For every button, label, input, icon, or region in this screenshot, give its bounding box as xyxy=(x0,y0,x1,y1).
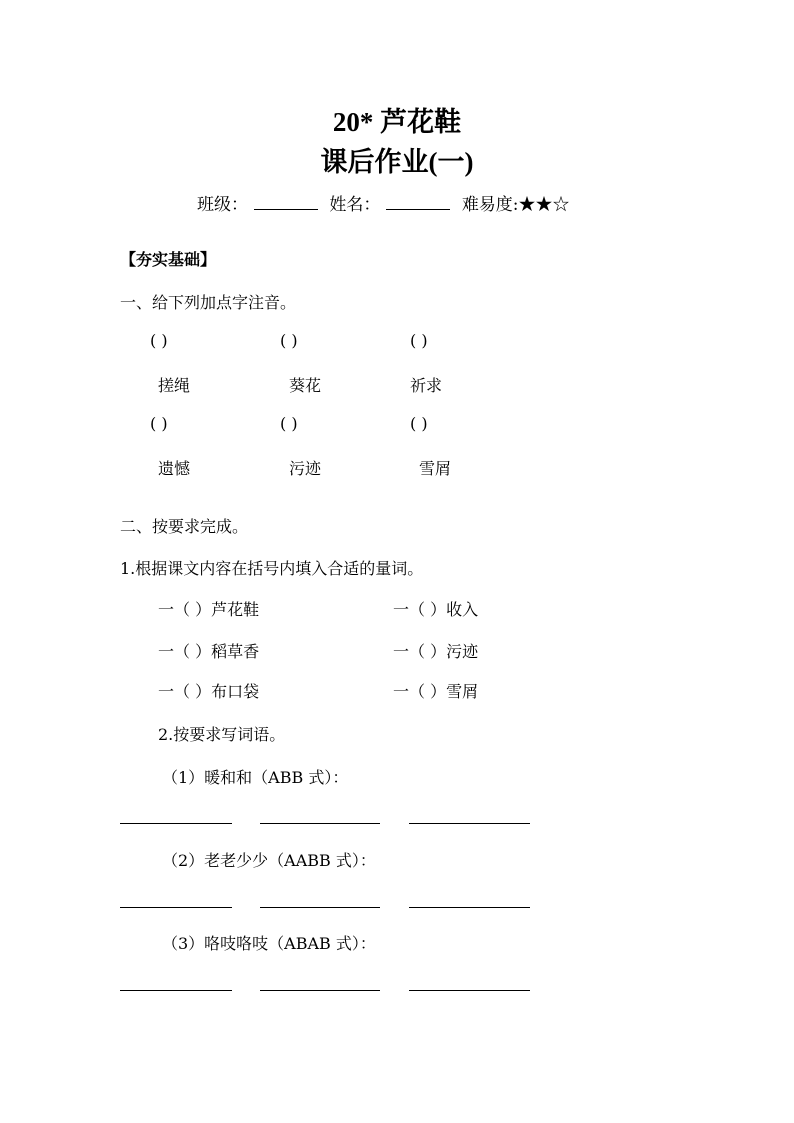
answer-line[interactable] xyxy=(409,823,530,824)
difficulty-stars: ★★☆ xyxy=(518,195,570,215)
page-subtitle: 课后作业(一) xyxy=(320,147,474,177)
answer-line[interactable] xyxy=(120,823,232,824)
answer-line[interactable] xyxy=(260,990,380,991)
class-blank[interactable] xyxy=(254,195,318,210)
word-item: 搓绳 xyxy=(158,376,191,395)
class-label: 班级： xyxy=(197,195,248,215)
measure-item[interactable]: 一（ ）芦花鞋 xyxy=(158,600,260,619)
pinyin-blank[interactable]: ( ) xyxy=(280,414,298,433)
answer-line[interactable] xyxy=(120,907,232,908)
sub-question-2: （2）老老少少（AABB 式）： xyxy=(162,851,376,870)
section-heading: 【夯实基础】 xyxy=(120,250,217,269)
word-item: 污迹 xyxy=(289,459,322,478)
measure-item[interactable]: 一（ ）稻草香 xyxy=(158,642,260,661)
name-label: 姓名： xyxy=(329,195,381,215)
answer-line[interactable] xyxy=(409,990,530,991)
word-item: 祈求 xyxy=(410,376,443,395)
answer-line[interactable] xyxy=(260,907,380,908)
word-item: 葵花 xyxy=(289,376,322,395)
answer-line[interactable] xyxy=(409,907,530,908)
pinyin-blank[interactable]: ( ) xyxy=(150,331,168,350)
pinyin-blank[interactable]: ( ) xyxy=(410,414,428,433)
word-item: 遗憾 xyxy=(158,459,191,478)
difficulty-label: 难易度: xyxy=(461,195,519,215)
answer-line[interactable] xyxy=(260,823,380,824)
page-title: 20* 芦花鞋 xyxy=(332,107,462,137)
measure-item[interactable]: 一（ ）收入 xyxy=(393,600,479,619)
pinyin-blank[interactable]: ( ) xyxy=(280,331,298,350)
answer-line[interactable] xyxy=(120,990,232,991)
sub-question-3: （3）咯吱咯吱（ABAB 式）： xyxy=(162,934,376,953)
sub-question-1: （1）暖和和（ABB 式）： xyxy=(162,768,349,787)
word-item: 雪屑 xyxy=(419,459,452,478)
measure-item[interactable]: 一（ ）雪屑 xyxy=(393,682,479,701)
question-2-1-title: 1.根据课文内容在括号内填入合适的量词。 xyxy=(120,559,424,578)
question-1-title: 一、给下列加点字注音。 xyxy=(120,293,297,312)
meta-line xyxy=(197,190,570,215)
measure-item[interactable]: 一（ ）污迹 xyxy=(393,642,479,661)
question-2-title: 二、按要求完成。 xyxy=(120,517,249,536)
pinyin-blank[interactable]: ( ) xyxy=(410,331,428,350)
question-2-2-title: 2.按要求写词语。 xyxy=(158,725,286,744)
name-blank[interactable] xyxy=(386,195,450,210)
measure-item[interactable]: 一（ ）布口袋 xyxy=(158,682,260,701)
pinyin-blank[interactable]: ( ) xyxy=(150,414,168,433)
